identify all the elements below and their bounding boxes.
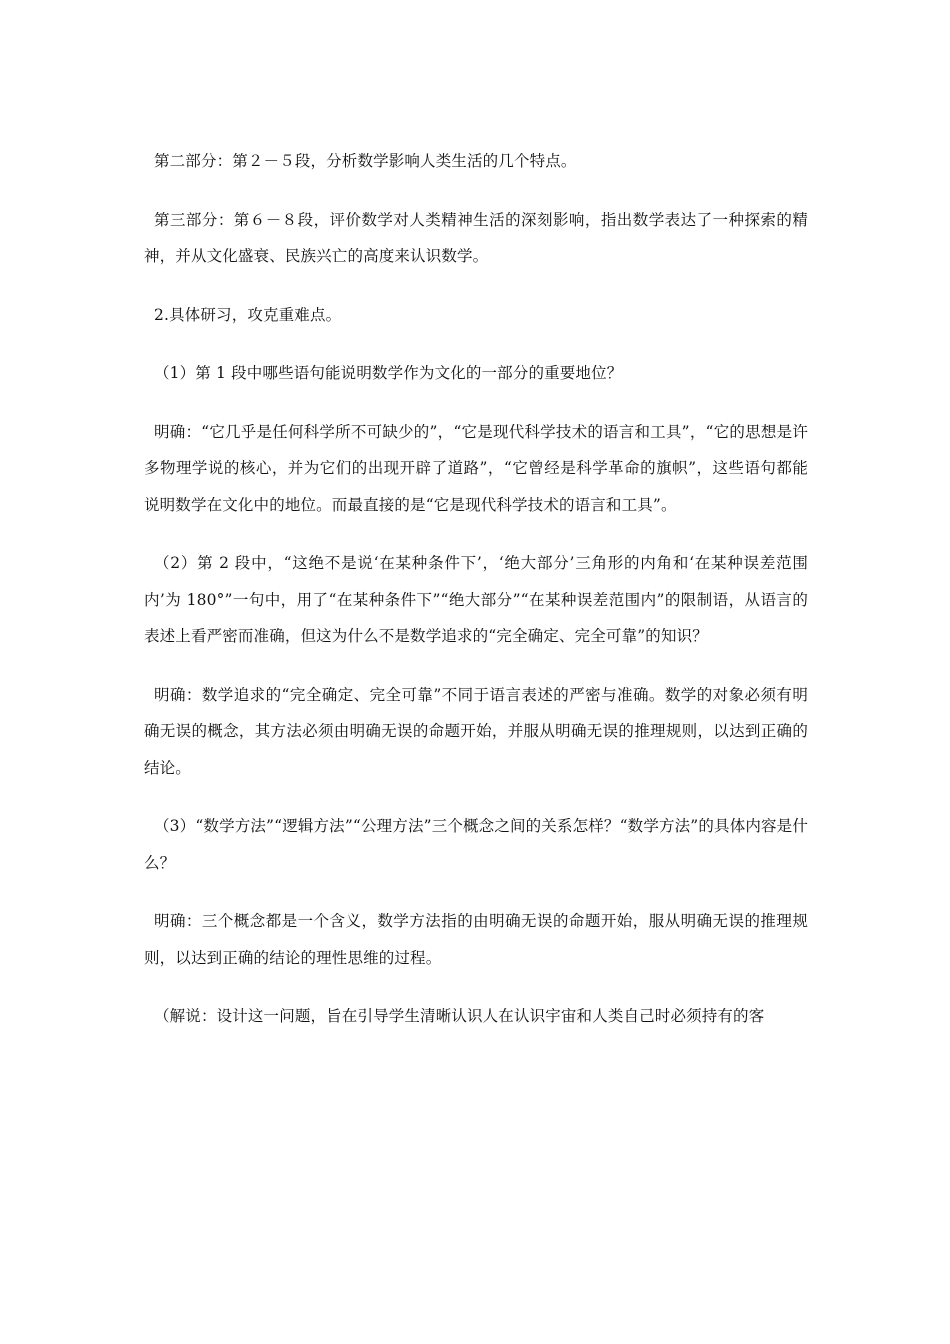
paragraph-spacer: [144, 275, 808, 297]
paragraph-answer-2: 明确：数学追求的“完全确定、完全可靠”不同于语言表述的严密与准确。数学的对象必须有明确无误的概念，其方法必须由明确无误的命题开始，并服从明确无误的推理规则，以达到正确的结论。: [144, 685, 808, 777]
paragraph-spacer: [144, 881, 808, 903]
document-body: [144, 143, 808, 1035]
paragraph-spacer: [144, 655, 808, 677]
paragraph-part-three: 第三部分：第６－８段，评价数学对人类精神生活的深刻影响，指出数学表达了一种探索的精神，并从文化盛衰、民族兴亡的高度来认识数学。: [144, 210, 808, 265]
paragraph-spacer: [144, 976, 808, 998]
paragraph-part-two: 第二部分：第２－５段，分析数学影响人类生活的几个特点。: [154, 152, 577, 170]
paragraph-question-1: （1）第 1 段中哪些语句能说明数学作为文化的一部分的重要地位？: [154, 364, 623, 382]
paragraph-section-heading: 2.具体研习，攻克重难点。: [154, 305, 342, 324]
paragraph-spacer: [144, 786, 808, 808]
paragraph-question-3: （3）“数学方法”“逻辑方法”“公理方法”三个概念之间的关系怎样？“数学方法”的具体内容是什么？: [144, 817, 808, 872]
paragraph-spacer: [144, 180, 808, 202]
paragraph-explanation: （解说：设计这一问题，旨在引导学生清晰认识人在认识宇宙和人类自己时必须持有的客: [154, 1007, 765, 1025]
paragraph-spacer: [144, 523, 808, 545]
paragraph-answer-3: 明确：三个概念都是一个含义，数学方法指的由明确无误的命题开始，服从明确无误的推理规则，以达到正确的结论的理性思维的过程。: [144, 912, 808, 967]
paragraph-question-2: （2）第 2 段中，“这绝不是说‘在某种条件下’，‘绝大部分’三角形的内角和‘在某种误差范围内’为 180°”一句中，用了“在某种条件下”“绝大部分”“在某种误差范围内”的限制语，从语言的表述上看严密而准确，但这为什么不是数学追求的“完全确定、完全可靠”的知识？: [144, 554, 808, 645]
paragraph-answer-1: 明确：“它几乎是任何科学所不可缺少的”，“它是现代科学技术的语言和工具”，“它的思想是许多物理学说的核心，并为它们的出现开辟了道路”，“它曾经是科学革命的旗帜”，这些语句都能说明数学在文化中的地位。而最直接的是“它是现代科学技术的语言和工具”。: [144, 422, 808, 514]
paragraph-spacer: [144, 392, 808, 414]
paragraph-spacer: [144, 333, 808, 355]
